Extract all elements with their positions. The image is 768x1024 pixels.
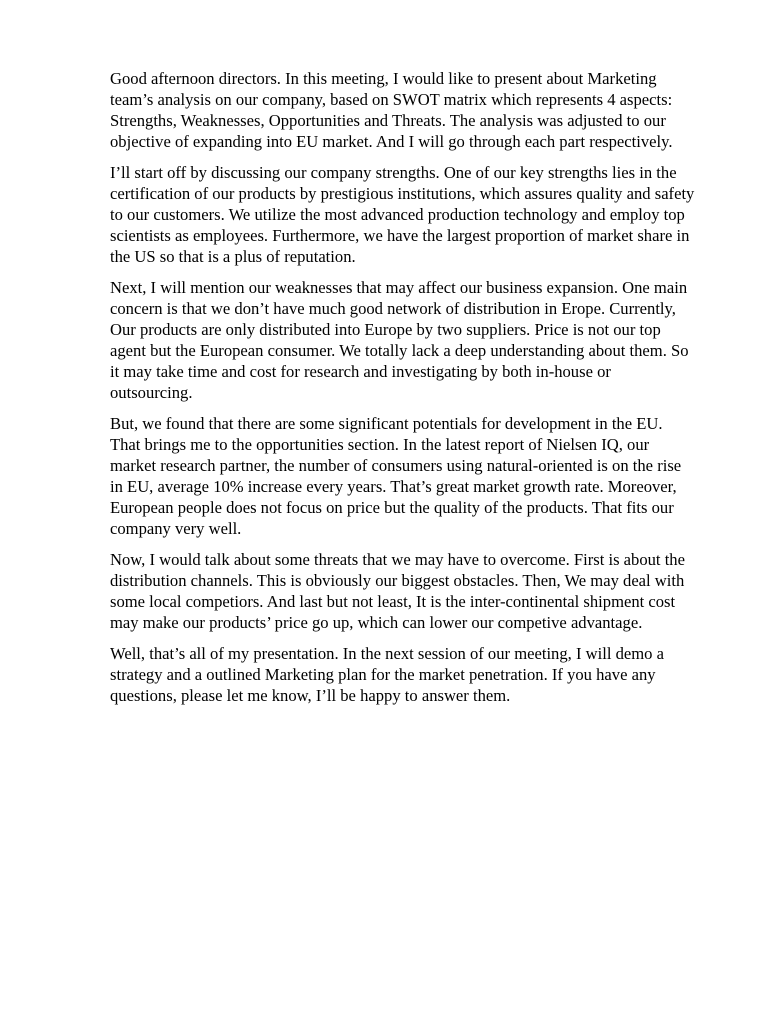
paragraph-threats: Now, I would talk about some threats that we may have to overcome. First is about the distribution channels. This is obviously our biggest obstacles. Then, We may deal with some local competiors. And last but not least, It is the inter-continental shipment cost may make our products’ price go up, which can lower our competive advantage.: [110, 550, 685, 632]
document-body: [110, 68, 696, 716]
paragraph-intro: Good afternoon directors. In this meeting, I would like to present about Marketing team’s analysis on our company, based on SWOT matrix which represents 4 aspects: Strengths, Weaknesses, Opportunities and Threats. The analysis was adjusted to our objective of expanding into EU market. And I will go through each part respectively.: [110, 69, 673, 151]
paragraph-strengths: I’ll start off by discussing our company strengths. One of our key strengths lies in the certification of our products by prestigious institutions, which assures quality and safety to our customers. We utilize the most advanced production technology and employ top scientists as employees. Furthermore, we have the largest proportion of market share in the US so that is a plus of reputation.: [110, 163, 695, 266]
paragraph-weaknesses: Next, I will mention our weaknesses that may affect our business expansion. One main concern is that we don’t have much good network of distribution in Erope. Currently, Our products are only distributed into Europe by two suppliers. Price is not our top agent but the European consumer. We totally lack a deep understanding about them. So it may take time and cost for research and investigating by both in-house or outsourcing.: [110, 278, 689, 402]
paragraph-closing: Well, that’s all of my presentation. In the next session of our meeting, I will demo a strategy and a outlined Marketing plan for the market penetration. If you have any questions, please let me know, I’ll be happy to answer them.: [110, 644, 664, 705]
paragraph-opportunities: But, we found that there are some significant potentials for development in the EU. That brings me to the opportunities section. In the latest report of Nielsen IQ, our market research partner, the number of consumers using natural-oriented is on the rise in EU, average 10% increase every years. That’s great market growth rate. Moreover, European people does not focus on price but the quality of the products. That fits our company very well.: [110, 414, 682, 538]
